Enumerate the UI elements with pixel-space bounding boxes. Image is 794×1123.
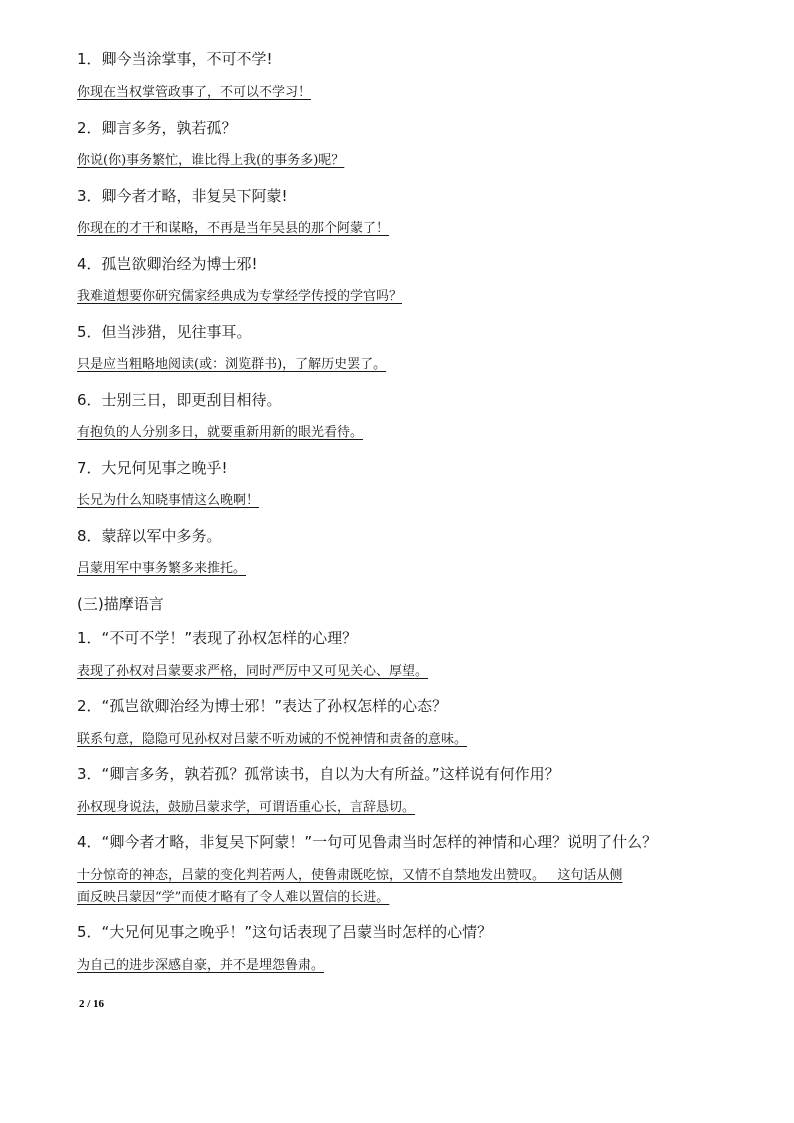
language-question-3: 3．“卿言多务，孰若孤？孤常读书，自以为大有所益。”这样说有何作用？ <box>77 765 560 783</box>
answer-text: 只是应当粗略地阅读(或：浏览群书)，了解历史罢了。 <box>77 357 387 372</box>
language-question-2: 2．“孤岂欲卿治经为博士邪！”表达了孙权怎样的心态？ <box>77 697 448 715</box>
answer-text: 长兄为什么知晓事情这么晚啊！ <box>77 493 260 508</box>
answer-text: 你说(你)事务繁忙，谁比得上我(的事务多)呢？ <box>77 153 345 168</box>
question-7: 7．大兄何见事之晚乎! <box>77 459 228 477</box>
answer-text: 我难道想要你研究儒家经典成为专掌经学传授的学官吗？ <box>77 289 403 304</box>
language-answer-1 <box>77 661 777 683</box>
language-question-4: 4．“卿今者才略，非复吴下阿蒙！”一句可见鲁肃当时怎样的神情和心理？说明了什么？ <box>77 833 658 851</box>
answer-text: 联系句意，隐隐可见孙权对吕蒙不听劝诫的不悦神情和责备的意味。 <box>77 732 468 747</box>
answer-6 <box>77 422 777 444</box>
question-4: 4．孤岂欲卿治经为博士邪! <box>77 255 258 273</box>
answer-text: 你现在当权掌管政事了，不可以不学习！ <box>77 85 312 100</box>
language-answer-2 <box>77 729 777 751</box>
answer-1 <box>77 82 777 104</box>
language-answer-3 <box>77 797 777 819</box>
language-answer-4-line-2 <box>77 887 777 909</box>
question-6: 6．士别三日，即更刮目相待。 <box>77 391 282 409</box>
answer-text: 你现在的才干和谋略，不再是当年吴县的那个阿蒙了！ <box>77 221 390 236</box>
answer-text: 有抱负的人分别多日，就要重新用新的眼光看待。 <box>77 425 364 440</box>
answer-text: 表现了孙权对吕蒙要求严格，同时严厉中又可见关心、厚望。 <box>77 664 429 679</box>
language-answer-4-line-1 <box>77 865 777 887</box>
language-question-1: 1．“不可不学！”表现了孙权怎样的心理？ <box>77 629 358 647</box>
answer-text: 孙权现身说法，鼓励吕蒙求学，可谓语重心长，言辞恳切。 <box>77 800 416 815</box>
page-number: 2 / 16 <box>79 998 105 1010</box>
language-answer-5 <box>77 955 777 977</box>
answer-text: 十分惊奇的神态，吕蒙的变化判若两人，使鲁肃既吃惊，又情不自禁地发出赞叹。 这句话从侧 <box>77 868 623 883</box>
question-8: 8．蒙辞以军中多务。 <box>77 527 222 545</box>
question-2: 2．卿言多务，孰若孤？ <box>77 119 237 137</box>
answer-text: 为自己的进步深感自豪，并不是埋怨鲁肃。 <box>77 958 325 973</box>
question-1: 1．卿今当涂掌事，不可不学! <box>77 50 273 68</box>
answer-text: 面反映吕蒙因“学”而使才略有了令人难以置信的长进。 <box>77 890 390 905</box>
section-title: (三)描摩语言 <box>77 595 164 613</box>
answer-3 <box>77 218 777 240</box>
answer-2 <box>77 150 777 172</box>
question-3: 3．卿今者才略，非复吴下阿蒙! <box>77 187 288 205</box>
question-5: 5．但当涉猎，见往事耳。 <box>77 323 252 341</box>
answer-text: 吕蒙用军中事务繁多来推托。 <box>77 561 247 576</box>
answer-4 <box>77 286 777 308</box>
answer-8 <box>77 558 777 580</box>
answer-5 <box>77 354 777 376</box>
answer-7 <box>77 490 777 512</box>
language-question-5: 5．“大兄何见事之晚乎！”这句话表现了吕蒙当时怎样的心情？ <box>77 923 493 941</box>
